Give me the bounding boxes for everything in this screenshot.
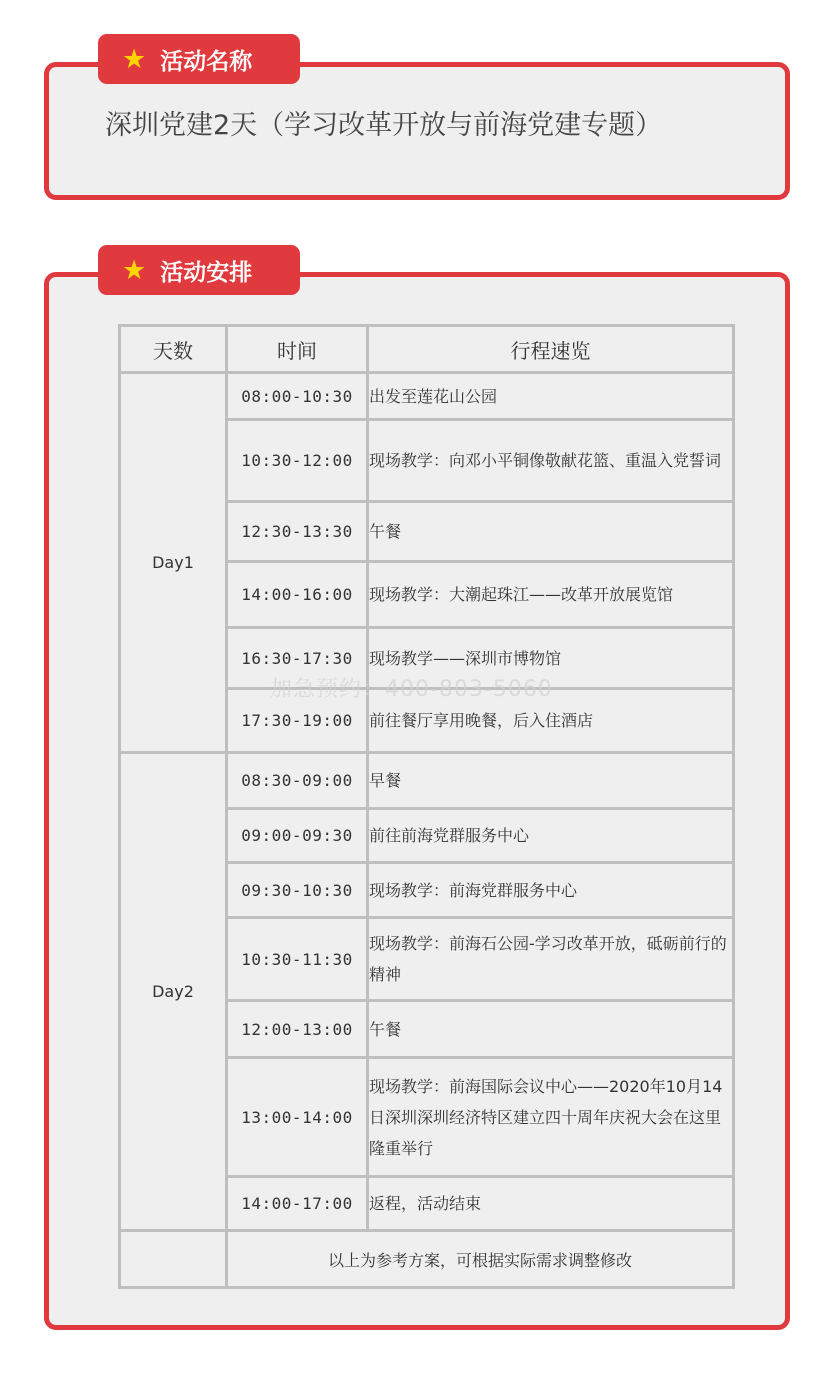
footnote-row [120,1231,734,1288]
time-cell: 10:30-12:00 [227,420,368,502]
star-icon: ★ [122,254,147,286]
plan-cell: 返程，活动结束 [368,1177,734,1231]
time-cell: 14:00-17:00 [227,1177,368,1231]
activity-schedule-tag-label: 活动安排 [160,259,253,286]
header-time: 时间 [227,326,368,373]
plan-cell: 现场教学：前海石公园-学习改革开放，砥砺前行的精神 [368,918,734,1001]
star-icon: ★ [122,43,147,75]
time-cell: 09:00-09:30 [227,809,368,863]
table-header-row [120,326,734,373]
empty-day-cell [120,1231,227,1288]
watermark: 加急预约：400-803-5060 [270,677,553,702]
activity-title: 深圳党建2天（学习改革开放与前海党建专题） [105,110,663,141]
table-row [120,753,734,809]
time-cell: 08:30-09:00 [227,753,368,809]
plan-cell: 现场教学——深圳市博物馆 [368,628,734,689]
time-cell: 13:00-14:00 [227,1058,368,1177]
schedule-table [118,324,735,1289]
plan-cell: 午餐 [368,1001,734,1058]
plan-cell: 前往前海党群服务中心 [368,809,734,863]
header-day: 天数 [120,326,227,373]
time-cell: 17:30-19:00 [227,689,368,753]
time-cell: 10:30-11:30 [227,918,368,1001]
plan-cell: 现场教学：前海党群服务中心 [368,863,734,918]
activity-name-tag-label: 活动名称 [160,48,253,75]
activity-schedule-tag [98,245,300,295]
plan-cell: 前往餐厅享用晚餐，后入住酒店 [368,689,734,753]
plan-cell: 出发至莲花山公园 [368,373,734,420]
plan-cell: 现场教学：大潮起珠江——改革开放展览馆 [368,562,734,628]
table-row [120,373,734,420]
time-cell: 14:00-16:00 [227,562,368,628]
time-cell: 12:00-13:00 [227,1001,368,1058]
header-plan: 行程速览 [368,326,734,373]
time-cell: 08:00-10:30 [227,373,368,420]
day-cell-day2: Day2 [120,753,227,1231]
plan-cell: 现场教学：向邓小平铜像敬献花篮、重温入党誓词 [368,420,734,502]
day-cell-day1: Day1 [120,373,227,753]
activity-name-tag [98,34,300,84]
time-cell: 09:30-10:30 [227,863,368,918]
plan-cell: 早餐 [368,753,734,809]
plan-cell: 午餐 [368,502,734,562]
time-cell: 16:30-17:30 [227,628,368,689]
plan-cell: 现场教学：前海国际会议中心——2020年10月14日深圳深圳经济特区建立四十周年庆祝大会在这里隆重举行 [368,1058,734,1177]
footnote: 以上为参考方案，可根据实际需求调整修改 [227,1231,734,1288]
time-cell: 12:30-13:30 [227,502,368,562]
